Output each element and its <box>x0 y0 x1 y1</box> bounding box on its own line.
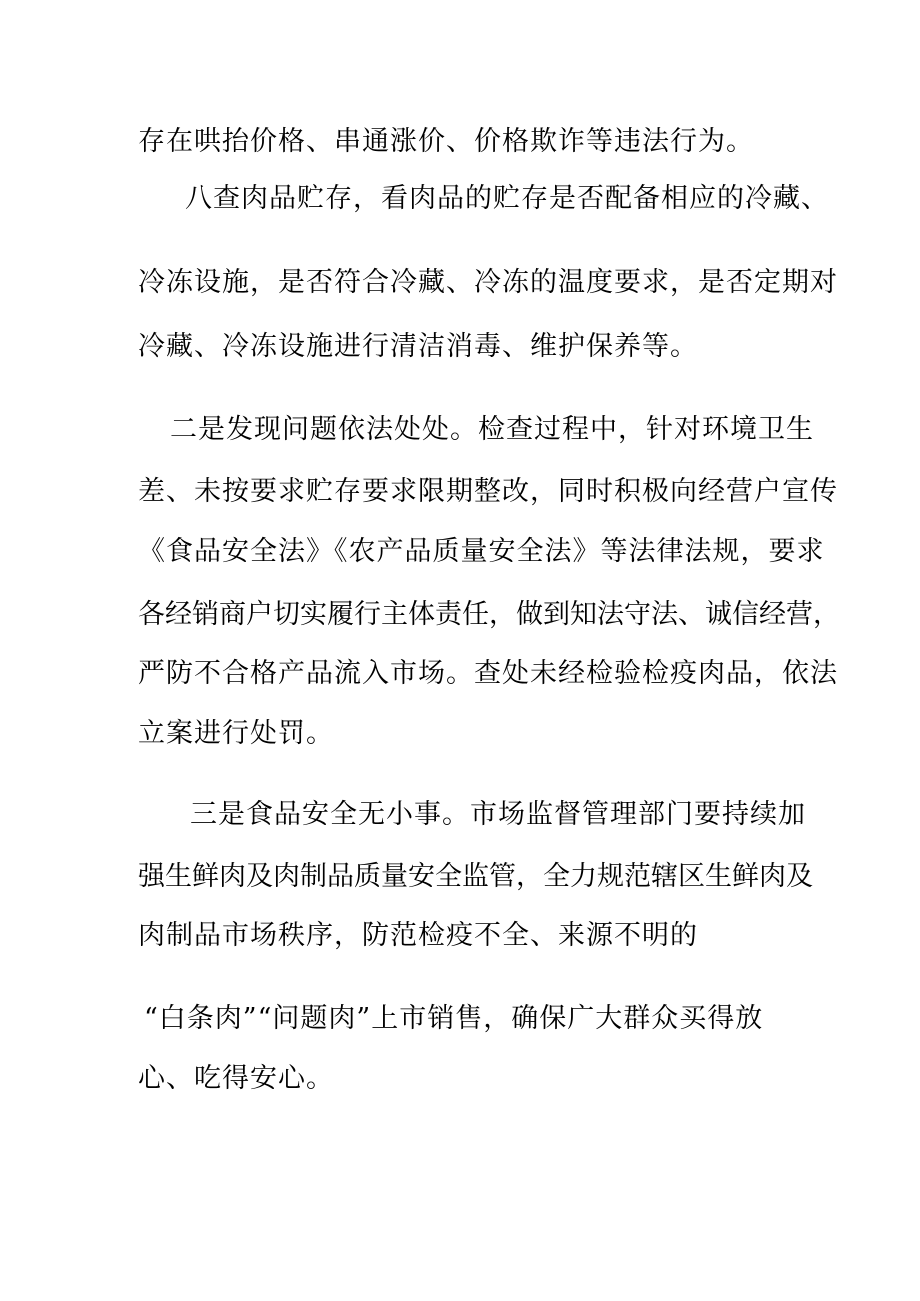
text-line: 存在哄抬价格、串通涨价、价格欺诈等违法行为。 <box>138 126 754 157</box>
text-line: 各经销商户切实履行主体责任，做到知法守法、诚信经营， <box>138 599 840 630</box>
text-line: 肉制品市场秩序，防范检疫不全、来源不明的 <box>138 920 698 951</box>
text-line: 冷藏、冷冻设施进行清洁消毒、维护保养等。 <box>138 331 698 362</box>
paragraph-start-line: 八查肉品贮存，看肉品的贮存是否配备相应的冷藏、 <box>185 183 829 214</box>
paragraph-start-line: 三是食品安全无小事。市场监督管理部门要持续加 <box>190 799 806 830</box>
text-line: 冷冻设施，是否符合冷藏、冷冻的温度要求，是否定期对 <box>138 267 838 298</box>
text-line: “白条肉”“问题肉”上市销售，确保广大群众买得放 <box>144 1003 764 1034</box>
text-line: 强生鲜肉及肉制品质量安全监管，全力规范辖区生鲜肉及 <box>138 861 813 892</box>
text-line: 立案进行处罚。 <box>138 718 334 749</box>
text-line: 心、吃得安心。 <box>138 1063 334 1094</box>
text-line: 差、未按要求贮存要求限期整改，同时积极向经营户宣传 <box>138 476 838 507</box>
text-line: 严防不合格产品流入市场。查处未经检验检疫肉品，依法 <box>138 658 838 689</box>
text-line: 《食品安全法》《农产品质量安全法》等法律法规，要求 <box>138 536 825 567</box>
paragraph-start-line: 二是发现问题依法处处。检查过程中，针对环境卫生 <box>170 414 814 445</box>
